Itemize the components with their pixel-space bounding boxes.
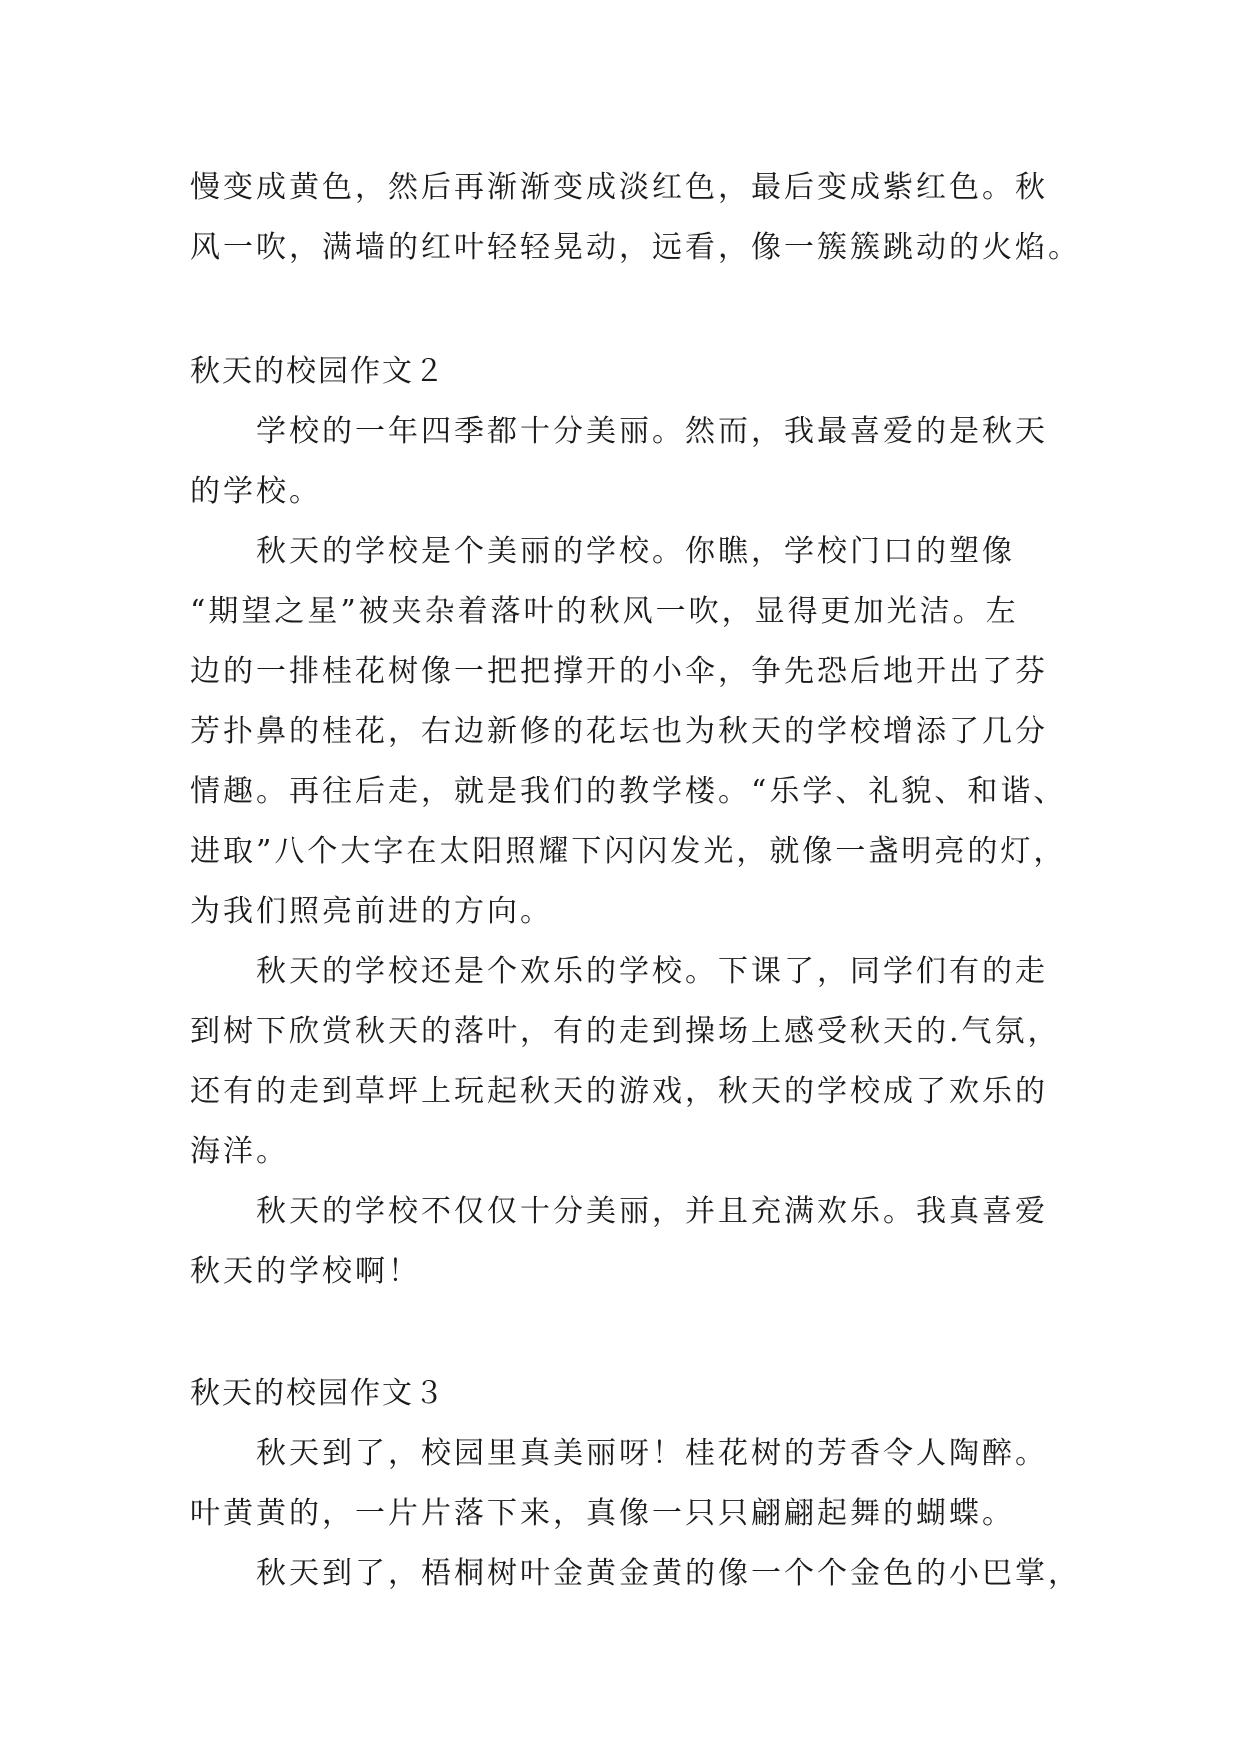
paragraph <box>190 942 1060 1182</box>
essay-title: 秋天的校园作文２ <box>190 354 446 389</box>
paragraph <box>190 522 1067 942</box>
paragraph-line: 慢变成黄色，然后再渐渐变成淡红色，最后变成紫红色。秋 <box>190 170 1048 205</box>
paragraph <box>190 402 1060 522</box>
paragraph-line: 边的一排桂花树像一把把撑开的小伞，争先恐后地开出了芬 <box>190 654 1048 689</box>
paragraph-line: 为我们照亮前进的方向。 <box>190 894 553 929</box>
essay-section <box>190 1364 1081 1604</box>
paragraph-line: 到树下欣赏秋天的落叶，有的走到操场上感受秋天的.气氛， <box>190 1014 1061 1049</box>
essay-title: 秋天的校园作文３ <box>190 1376 446 1411</box>
section-spacer <box>190 1302 1060 1364</box>
paragraph-line: “期望之星”被夹杂着落叶的秋风一吹，显得更加光洁。左 <box>190 594 1019 629</box>
paragraph-line: 还有的走到草坪上玩起秋天的游戏，秋天的学校成了欢乐的 <box>190 1074 1048 1109</box>
section-spacer <box>190 278 1060 342</box>
paragraph-line: 情趣。再往后走，就是我们的教学楼。“乐学、礼貌、和谐、 <box>190 774 1067 809</box>
paragraph-line: 秋天的学校啊！ <box>190 1254 421 1289</box>
essay-section <box>190 342 1067 1302</box>
paragraph-line: 风一吹，满墙的红叶轻轻晃动，远看，像一簇簇跳动的火焰。 <box>190 230 1081 265</box>
paragraph-line: 芳扑鼻的桂花，右边新修的花坛也为秋天的学校增添了几分 <box>190 714 1048 749</box>
paragraph-line: 秋天的学校不仅仅十分美丽，并且充满欢乐。我真喜爱 <box>256 1194 1048 1229</box>
document-body <box>190 158 1081 1604</box>
paragraph <box>190 1182 1060 1302</box>
paragraph <box>190 1424 1060 1544</box>
paragraph <box>190 1544 1081 1604</box>
paragraph-line: 叶黄黄的，一片片落下来，真像一只只翩翩起舞的蝴蝶。 <box>190 1496 1015 1531</box>
paragraph-line: 学校的一年四季都十分美丽。然而，我最喜爱的是秋天 <box>256 414 1048 449</box>
paragraph-line: 秋天的学校是个美丽的学校。你瞧，学校门口的塑像 <box>256 534 1015 569</box>
paragraph-line: 海洋。 <box>190 1134 289 1169</box>
paragraph-line: 的学校。 <box>190 474 322 509</box>
paragraph-line: 秋天到了，梧桐树叶金黄金黄的像一个个金色的小巴掌， <box>256 1556 1081 1591</box>
paragraph-line: 进取”八个大字在太阳照耀下闪闪发光，就像一盏明亮的灯， <box>190 834 1067 869</box>
paragraph-line: 秋天到了，校园里真美丽呀！桂花树的芳香令人陶醉。 <box>256 1436 1048 1471</box>
paragraph-line: 秋天的学校还是个欢乐的学校。下课了，同学们有的走 <box>256 954 1048 989</box>
continuation-paragraph <box>190 158 1081 278</box>
